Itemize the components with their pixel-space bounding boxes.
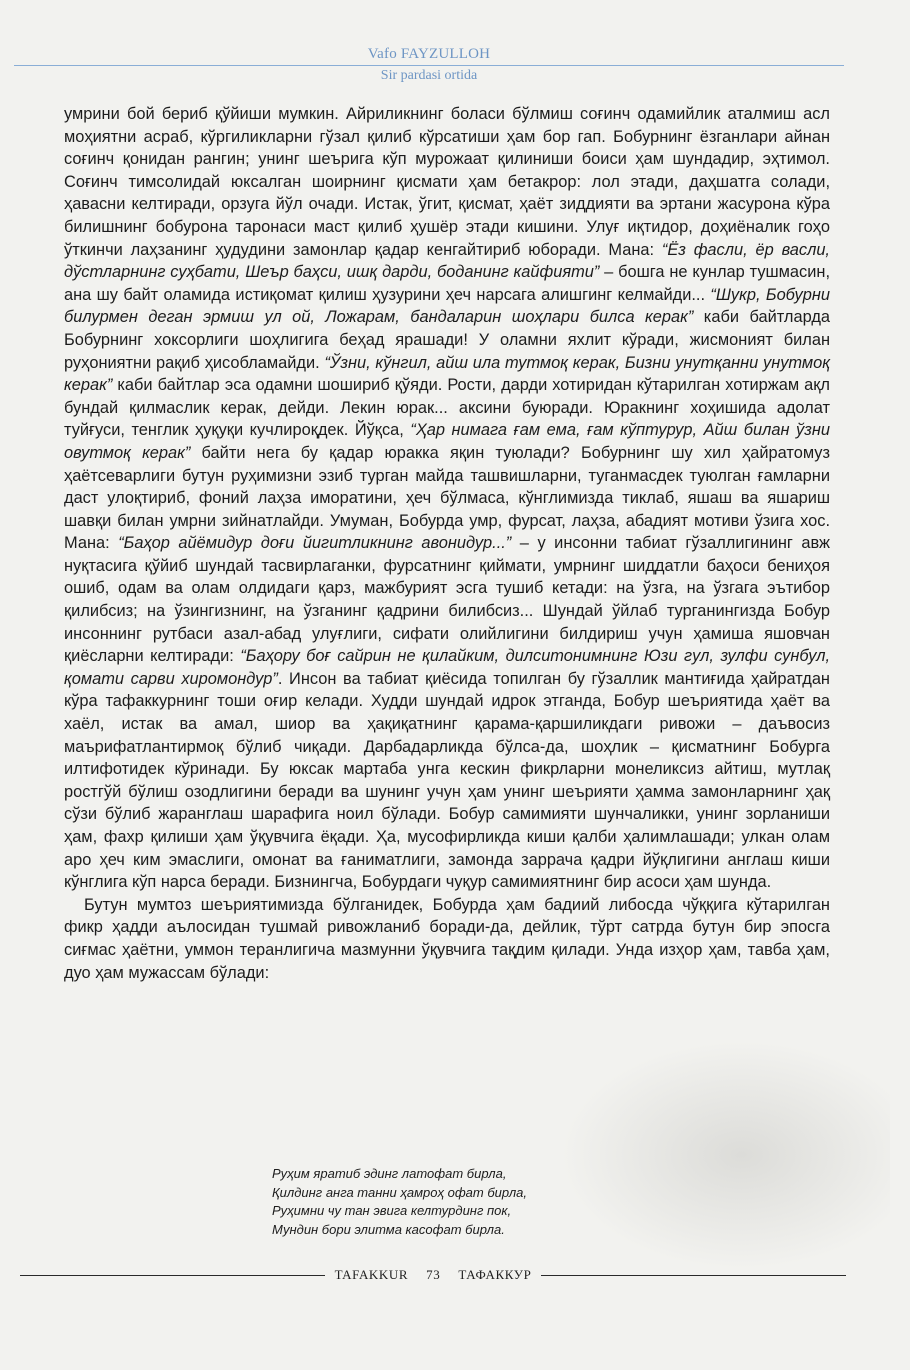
header-author: Vafo FAYZULLOH	[367, 46, 491, 62]
paragraph-1	[64, 103, 830, 894]
footer-label-latin: TAFAKKUR	[334, 1267, 409, 1282]
header-rule	[14, 65, 844, 66]
scan-shadow	[560, 1040, 890, 1270]
running-head	[14, 46, 844, 84]
quote-verse: “Ҳар нимага ғам ема, ғам кўптурур, Айш билан ўзни овутмоқ керак”	[64, 421, 830, 462]
quote-verse: “Ёз фасли, ёр васли, дўстларнинг суҳбати, Шеър баҳси, ишқ дарди, боданинг кайфияти”	[64, 240, 830, 282]
poem-line: Руҳим яратиб эдинг латофат бирла,	[272, 1166, 507, 1181]
quote-verse: “Шукр, Бобурни билурмен деган эрмиш ул ой, Ложарам, бандаларин шоҳлари билса керак”	[64, 285, 830, 327]
paragraph-2: Бутун мумтоз шеъриятимизда бўлганидек, Бобурда ҳам бадиий либосда чўққига кўтарилган фикр ҳадди аълосидан тушмай ривожланиб боради-да, дейлик, тўрт сатрда бутун бир эпосга сиғмас ҳаётни, уммон теранлигича мазмунни ўқувчига тақдим қилади. Унда изҳор ҳам, тавба ҳам, дуо ҳам мужассам бўлади:	[64, 895, 830, 982]
article-body	[64, 103, 830, 984]
text-run: каби байтларда Бобурнинг хоксорлиги шоҳлигига беҳад ярашади! У оламни яхлит кўради, жисмоният билан руҳониятни рақиб ҳисобламайди.	[64, 308, 830, 372]
quote-verse: “Ўзни, кўнгил, айш ила тутмоқ керак, Бизни унутқанни унутмоқ керак”	[64, 353, 830, 395]
poem-line: Қилдинг анга танни ҳамроҳ офат бирла,	[272, 1184, 528, 1200]
text-run: каби байтлар эса одамни шошириб қўяди. Рости, дарди хотиридан кўтарилган хотиржам ақл бундай қилмаслик керак, дейди. Лекин юрак... аксини буюради. Юракнинг хоҳишида адолат туйғуси, тенглик ҳуқуқи кучлироқдек. Йўқса,	[64, 376, 830, 440]
footer-label-cyrillic: ТАФАККУР	[458, 1267, 532, 1282]
poem-line: Руҳимни чу тан эвига келтурдинг пок,	[272, 1203, 512, 1219]
header-subtitle: Sir pardasi ortida	[380, 68, 478, 83]
text-run: . Инсон ва табиат қиёсида топилган бу гўзаллик мантиғида ҳайратдан кўра тафаккурнинг тоши оғир келади. Худди шундай идрок этганда, Бобур шеъриятида ҳаёт ва хаёл, истак ва амал, шиор ва ҳақиқатнинг қарама-қаршиликдаги ривожи – даъвосиз маърифатлантирмоқ бўлиб чиқади. Дарбадарликда бўлса-да, шоҳлик – қисматнинг Бобурга илтифотидек кўринади. Бу юксак мартаба унга кескин фикрларни монеликсиз айтиш, мутлақ ростгўй бўлиш озодлигини беради ва шунинг учун ҳам унинг шеърияти ҳамма замонларнинг ҳақ сўзи бўлиб жаранглаш шарафига ноил бўлади. Бобур самимияти шунчаликки, унинг зорланиши ҳам, фахр қилиши ҳам ўқувчига ёқади. Ҳа, мусофирликда киши қалби ҳалимлашади; улкан олам аро ҳеч ким эмаслиги, омонат ва ғаниматлиги, замонда заррача қадри йўқлигини англаш киши кўнглига кўп нарса беради. Бизнингча, Бобурдаги чуқур самимиятнинг бир асоси ҳам шунда.	[64, 669, 830, 892]
footer-rule-right	[541, 1275, 846, 1276]
page-footer	[20, 1265, 846, 1285]
text-run: – у инсонни табиат гўзаллигининг авж нуқтасига қўйиб шундай тасвирлаганки, фурсатнинг қиймати, умрнинг шиддатли баҳоси бениҳоя ошиб, одам ва олам олдидаги қарз, мажбурият эсга тушиб кетади: на ўзга, на ўзгага эътибор қилибсиз; на ўзингизнинг, на ўзганинг қадрини билибсиз... Шундай ўйлаб турганингизда Бобур инсоннинг рутбаси азал-абад улуғлиги, сифати олийлигини билдириш учун ҳамиша яшовчан қиёсларни келтиради:	[64, 534, 831, 666]
quote-verse: “Баҳор айёмидур доғи йигитликнинг авонидур...”	[118, 534, 512, 553]
text-run: умрини бой бериб қўйиши мумкин. Айриликнинг боласи бўлмиш соғинч одамийлик аталмиш асл моҳиятни асраб, кўргиликларни гўзал қилиб кўрсатиши ҳам бор гап. Бобурнинг ёзганлари айнан соғинч қонидан рангин; унинг шеърига кўп мурожаат қилиниши боиси ҳам шундадир, эҳтимол. Соғинч тимсолидай юксалган шоирнинг қисмати ҳам бетакрор: лол этади, даҳшатга солади, ҳавасни келтиради, орзуга йўл очади. Истак, ўгит, қисмат, ҳаёт зиддияти ва эртани жасурона кўра билишнинг бобурона таронаси маст қилиб ҳушёр этади кишини. Улуғ иқтидор, доҳиёналик гоҳо ўткинчи лаҳзанинг ҳудудини замонлар қадар кенгайтириб юборади. Мана:	[64, 105, 830, 259]
poem-line: Мундин бори элитма касофат бирла.	[272, 1221, 505, 1237]
page-number: 73	[426, 1267, 441, 1282]
text-run: – бошга не кунлар тушмасин, ана шу байт оламида истиқомат қилиш ҳузурини ҳеч нарсага алишгинг келмайди...	[64, 263, 830, 304]
footer-rule-left	[20, 1275, 325, 1276]
poem-quatrain	[272, 1165, 527, 1239]
quote-verse: “Баҳору боғ сайрин не қилайким, дилситонимнинг Юзи гул, зулфи сунбул, қомати сарви хиромондур”	[64, 647, 831, 688]
text-run: байти нега бу қадар юракка яқин туюлади? Бобурнинг шу хил ҳайратомуз ҳаётсеварлиги бутун руҳимизни эзиб турган майда ташвишларни, туганмасдек туюлган ғамларни даст улоқтириб, фоний лаҳза иморатини, ҳеч бўлмаса, кўнглимизда тиклаб, яшаш ва яшариш шавқи билан умрни зийнатлайди. Умуман, Бобурда умр, фурсат, лаҳза, абадият мотиви ўзига хос. Мана:	[64, 443, 830, 553]
